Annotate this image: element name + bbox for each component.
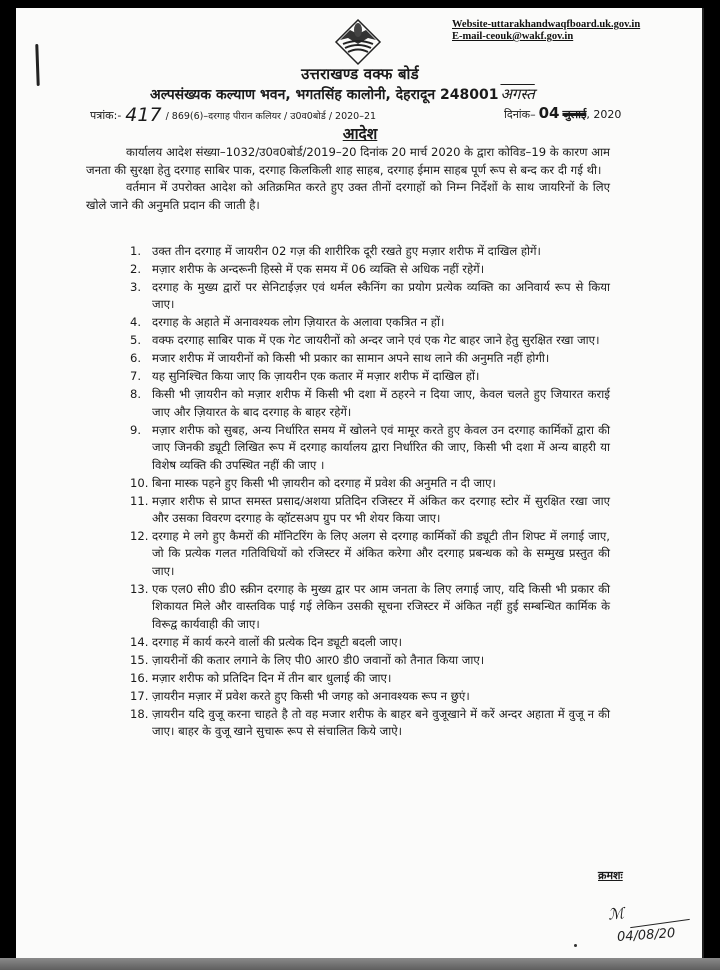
directive-number: 17.	[130, 688, 149, 703]
handwritten-day: 04	[538, 104, 560, 122]
directive-text: उक्त तीन दरगाह में जायरीन 02 गज़ की शारीरिक दूरी रखते हुए मज़ार शरीफ में दाखिल होगें।	[152, 244, 541, 258]
directive-number: 4.	[130, 315, 142, 330]
directive-item	[130, 422, 610, 474]
directive-item	[130, 350, 610, 367]
directive-item	[130, 332, 610, 349]
reference-label: पत्रांक:-	[90, 109, 122, 122]
email-link[interactable]: E-mail-ceouk@wakf.gov.in	[452, 31, 574, 42]
directive-item	[130, 706, 610, 741]
directive-text: मज़ार शरीफ से प्राप्त समस्त प्रसाद/अशया प्रतिदिन रजिस्टर में अंकित कर दरगाह स्टोर में सुरक्षित रखा जाए और उसका विवरण दरगाह के व्हॉटसअप ग्रुप पर भी शेयर किया जाए।	[152, 493, 610, 526]
directive-item	[130, 314, 610, 331]
directive-item	[130, 528, 610, 580]
directive-text: मजार शरीफ में जायरीनों को किसी भी प्रकार का सामान अपने साथ लाने की अनुमति नहीं होगी।	[152, 351, 550, 366]
directive-text: दरगाह में कार्य करने वालों की प्रत्येक दिन ड्यूटी बदली जाए।	[152, 634, 402, 649]
directive-text: दरगाह मे लगे हुए कैमरों की मॉनिटरिंग के लिए अलग से दरगाह कार्मिकों की ड्यूटी तीन शिफ्ट में लगाई जाए, जो कि प्रत्येक गलत गतिविधियों को रजिस्टर में अंकित करेगा और दरगाह प्रबन्धक को के सम्मुख प्रस्तुत की जाए।	[152, 529, 610, 578]
directive-number: 18.	[130, 706, 149, 721]
directive-item	[130, 386, 610, 421]
directive-item	[130, 670, 610, 687]
directive-number: 13.	[130, 581, 149, 596]
uttarakhand-emblem-icon	[334, 18, 382, 66]
order-paragraph: वर्तमान में उपरोक्त आदेश को अतिक्रमित करते हुए उक्त तीनों दरगाहों को निम्न निर्देशों के साथ जायरिनों के लिए खोले जाने की अनुमति प्रदान की जाती है।	[86, 180, 610, 212]
directive-item	[130, 652, 610, 669]
directive-number: 6.	[130, 351, 142, 366]
directive-number: 15.	[130, 652, 149, 667]
directive-text: दरगाह के मुख्य द्वारों पर सेनिटाईज़र एवं थर्मल स्कैनिंग का प्रयोग प्रत्येक व्यक्ति का अनिवार्य रूप से किया जाए।	[152, 280, 610, 312]
directive-item	[130, 243, 610, 260]
address-line	[150, 84, 535, 104]
directive-number: 2.	[130, 262, 142, 276]
scan-bottom-strip	[0, 958, 720, 970]
handwritten-month: अगस्त	[500, 85, 535, 103]
handwritten-reference-number: 417	[125, 104, 162, 126]
directive-item	[130, 279, 610, 314]
contact-info	[452, 19, 640, 43]
directive-number: 3.	[130, 280, 142, 294]
directive-item	[130, 493, 610, 528]
directive-number: 16.	[130, 670, 149, 685]
order-paragraph: कार्यालय आदेश संख्या–1032/उ0व0बोर्ड/2019–20 दिनांक 20 मार्च 2020 के द्वारा कोविड–19 के कारण आम जनता की सुरक्षा हेतु दरगाह साबिर पाक, दरगाह किलकिली शाह साहब, दरगाह ईमाम साहब पूर्ण रूप से बन्द कर दी गई थी।	[86, 145, 610, 177]
directive-text: ज़ायरीन यदि वुजू करना चाहते है तो वह मजार शरीफ के बाहर बने वुजूखाने में करें अन्दर अहाता में वुजू न की जाए। बाहर के वुजू खाने सुचारू रूप से संचालित किये जाऐ।	[152, 706, 610, 739]
directive-item	[130, 261, 610, 278]
directive-number: 5.	[130, 333, 142, 348]
directive-text: वक्फ दरगाह साबिर पाक में एक गेट जायरीनों को अन्दर जाने एवं एक गेट बाहर जाने हेतु सुरक्षित रखा जाए।	[152, 333, 600, 348]
directive-number: 9.	[130, 422, 142, 437]
date-block	[504, 104, 621, 122]
directive-number: 7.	[130, 369, 142, 384]
directive-text: यह सुनिश्चित किया जाए कि ज़ायरीन एक कतार में मज़ार शरीफ में दाखिल हों।	[152, 369, 480, 384]
order-title	[0, 122, 720, 144]
directive-text: ज़ायरीन मज़ार में प्रवेश करते हुए किसी भी जगह को अनावश्यक रूप न छुएं।	[152, 688, 470, 703]
directive-item	[130, 581, 610, 633]
board-name: उत्तराखण्ड वक्फ बोर्ड	[301, 65, 419, 83]
date-year: , 2020	[586, 108, 622, 121]
page-edge	[702, 8, 704, 958]
signature-date: 04/08/20	[616, 925, 676, 946]
directive-text: किसी भी ज़ायरीन को मज़ार शरीफ में किसी भी दशा में ठहरने न दिया जाए, केवल चलते हुए जियारत कराई जाए और ज़ियारत के बाद दरगाह के बाहर रहेगें।	[152, 387, 610, 419]
order-body	[86, 144, 610, 214]
directive-number: 8.	[130, 387, 142, 402]
directive-text: मज़ार शरीफ के अन्दरूनी हिस्से में एक समय में 06 व्यक्ति से अधिक नहीं रहेगें।	[152, 262, 485, 276]
directive-number: 12.	[130, 529, 149, 544]
continued-marker: क्रमशः	[598, 869, 623, 882]
struck-month: जुलाई	[562, 108, 587, 121]
directive-number: 1.	[130, 244, 142, 258]
order-title-text: आदेश	[342, 125, 378, 143]
directive-list	[130, 243, 610, 741]
directive-text: मज़ार शरीफ को सुबह, अन्य निर्धारित समय में खोलने एवं मामूर करते हुए केवल उन दरगाह कार्मिकों द्वारा की जाए जिनकी ड्यूटी लिखित रूप में दरगाह कार्यालय द्वारा निर्धारित की जाए, किसी भी दशा में अन्य बाहरी या विशेष व्यक्ति की उपस्थित नहीं की जाए ।	[152, 422, 610, 472]
directive-number: 11.	[130, 493, 149, 508]
reference-code: / 869(6)–दरगाह पीरान कलियर / उ0व0बोर्ड / 2020–21	[165, 111, 377, 122]
date-label: दिनांक–	[504, 108, 536, 121]
website-link[interactable]: Website-uttarakhandwaqfboard.uk.gov.in	[452, 19, 641, 30]
directive-text: ज़ायरीनों की कतार लगाने के लिए पी0 आर0 डी0 जवानों को तैनात किया जाए।	[152, 652, 485, 667]
directive-item	[130, 688, 610, 705]
directive-number: 14.	[130, 634, 149, 649]
directive-item	[130, 475, 610, 492]
directive-item	[130, 368, 610, 385]
directive-text: बिना मास्क पहने हुए किसी भी ज़ायरीन को दरगाह में प्रवेश की अनुमति न दी जाए।	[152, 475, 496, 490]
address-text: अल्पसंख्यक कल्याण भवन, भगतसिंह कालोनी, देहरादून 248001	[150, 87, 499, 103]
directive-number: 10.	[130, 475, 149, 490]
directive-text: दरगाह के अहाते में अनावश्यक लोग ज़ियारत के अलावा एकत्रित न हों।	[152, 315, 445, 330]
directive-item	[130, 634, 610, 651]
directive-text: एक एल0 सी0 डी0 स्क्रीन दरगाह के मुख्य द्वार पर आम जनता के लिए लगाई जाए, यदि किसी भी प्रकार की शिकायत मिले और वास्तविक पाई गई लेकिन उसकी सूचना रजिस्टर में अंकित नहीं हुई सम्बन्धित कार्मिक के विरूद्व कार्यवाही की जाए।	[152, 581, 610, 631]
directive-text: मज़ार शरीफ को प्रतिदिन दिन में तीन बार धुलाई की जाए।	[152, 670, 392, 685]
signature: ℳ	[607, 904, 625, 924]
ink-dot	[574, 944, 577, 947]
